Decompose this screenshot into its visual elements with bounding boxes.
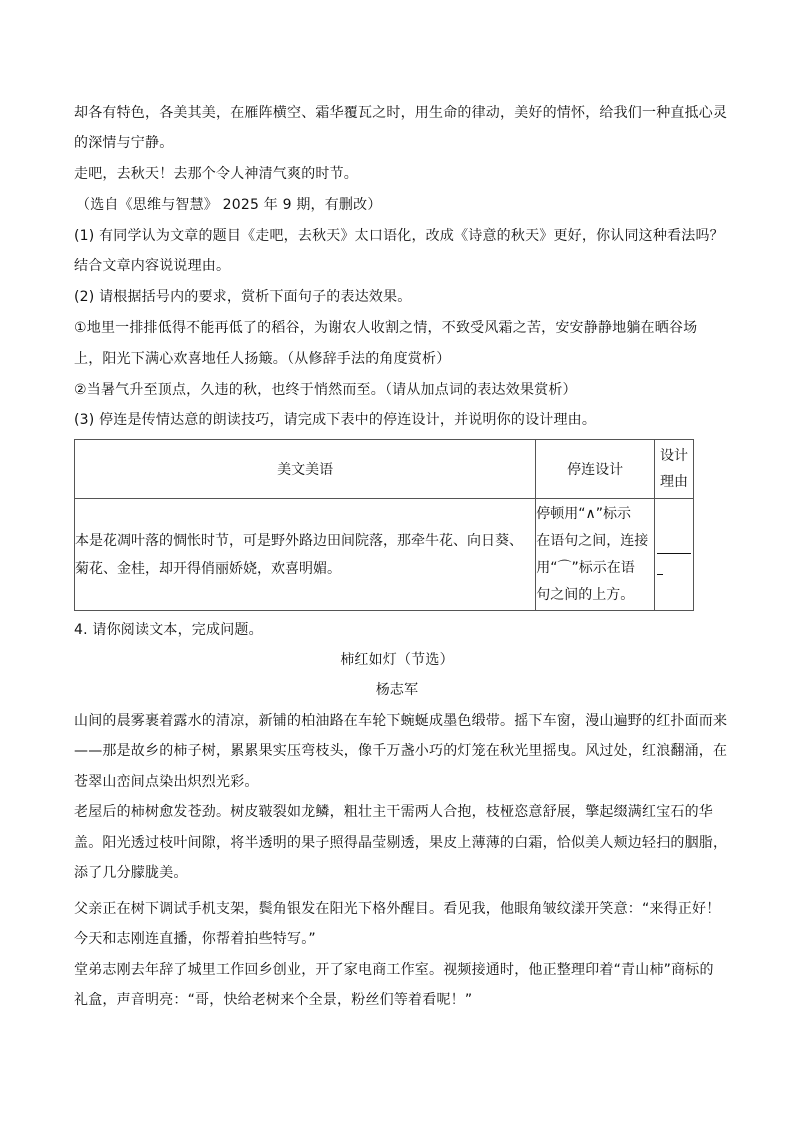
header-label: 停连设计	[567, 462, 624, 478]
article-line: 苍翠山峦间点染出炽烈光彩。	[74, 774, 259, 790]
question-2-item-1-cont: 上，阳光下满心欢喜地任人扬簸。（从修辞手法的角度赏析）	[74, 351, 451, 367]
question-3: (3) 停连是传情达意的朗读技巧，请完成下表中的停连设计，并说明你的设计理由。	[74, 412, 597, 428]
design-cell	[536, 499, 655, 611]
answer-blank[interactable]	[657, 554, 663, 575]
article-line: 山间的晨雾裹着露水的清凉，新铺的柏油路在车轮下蜿蜒成墨色缎带。摇下车窗，漫山遍野的红扑面而来	[74, 713, 728, 729]
design-line: 停顿用“∧”标示	[536, 505, 632, 522]
question-2-item-2: ②当暑气升至顶点，久违的秋，也终于悄然而至。（请从加点词的表达效果赏析）	[74, 382, 577, 398]
design-line: 在语句之间，连接	[536, 532, 649, 549]
article-line: 盖。阳光透过枝叶间隙，将半透明的果子照得晶莹剔透，果皮上薄薄的白霜，恰似美人颊边轻扫的胭脂，	[74, 835, 728, 851]
header-label: 理由	[660, 474, 688, 490]
article-line: 父亲正在树下调试手机支架，鬓角银发在阳光下格外醒目。看见我，他眼角皱纹漾开笑意：“来得正好！	[74, 901, 721, 917]
header-cell	[655, 440, 694, 499]
header-label: 美文美语	[277, 462, 334, 478]
article-line: 堂弟志刚去年辞了城里工作回乡创业，开了家电商工作室。视频接通时，他正整理印着“青山柿”商标的	[74, 962, 714, 978]
sentence-line: 本是花凋叶落的惆怅时节，可是野外路边田间院落，那牵牛花、向日葵、	[75, 532, 523, 549]
question-1-cont: 结合文章内容说说理由。	[74, 258, 231, 274]
article-author: 杨志军	[375, 682, 419, 698]
source-citation: （选自《思维与智慧》 2025 年 9 期，有删改）	[76, 197, 382, 213]
section-heading: 4. 请你阅读文本，完成问题。	[74, 622, 263, 638]
article-line: 今天和志刚连直播，你帮着拍些特写。”	[74, 931, 316, 947]
header-cell	[536, 440, 655, 499]
table-row	[75, 499, 694, 611]
article-line: ——那是故乡的柿子树，累累果实压弯枝头，像千万盏小巧的灯笼在秋光里摇曳。风过处，红浪翻涌，在	[74, 743, 728, 759]
pause-design-table	[74, 439, 694, 611]
article-line: 礼盒，声音明亮：“哥，快给老树来个全景，粉丝们等着看呢！”	[74, 992, 473, 1008]
sentence-cell	[75, 499, 536, 611]
paragraph-line: 走吧，去秋天！去那个令人神清气爽的时节。	[74, 166, 358, 182]
question-1: (1) 有同学认为文章的题目《走吧，去秋天》太口语化，改成《诗意的秋天》更好，你认同这种看法吗？	[74, 228, 724, 244]
header-cell	[75, 440, 536, 499]
answer-blank[interactable]	[657, 535, 691, 554]
design-line: 句之间的上方。	[536, 586, 635, 603]
article-line: 老屋后的柿树愈发苍劲。树皮皲裂如龙鳞，粗壮主干需两人合抱，枝桠恣意舒展，擎起缀满红宝石的华	[74, 804, 713, 820]
design-line: 用“⌒”标示在语	[536, 559, 635, 576]
reason-cell[interactable]	[655, 499, 694, 611]
article-title: 柿红如灯（节选）	[340, 652, 454, 668]
sentence-line: 菊花、金桂，却开得俏丽娇娆，欢喜明媚。	[75, 560, 341, 577]
header-label: 设计	[660, 448, 688, 464]
paragraph-line: 的深情与宁静。	[74, 135, 174, 151]
question-2: (2) 请根据括号内的要求，赏析下面句子的表达效果。	[74, 289, 412, 305]
table-header-row	[75, 440, 694, 499]
paragraph-line: 却各有特色，各美其美，在雁阵横空、霜华覆瓦之时，用生命的律动，美好的情怀，给我们一种直抵心灵	[74, 105, 728, 121]
question-2-item-1: ①地里一排排低得不能再低了的稻谷，为谢农人收割之情，不致受风霜之苦，安安静静地躺在晒谷场	[74, 320, 698, 336]
article-line: 添了几分朦胧美。	[74, 865, 188, 881]
